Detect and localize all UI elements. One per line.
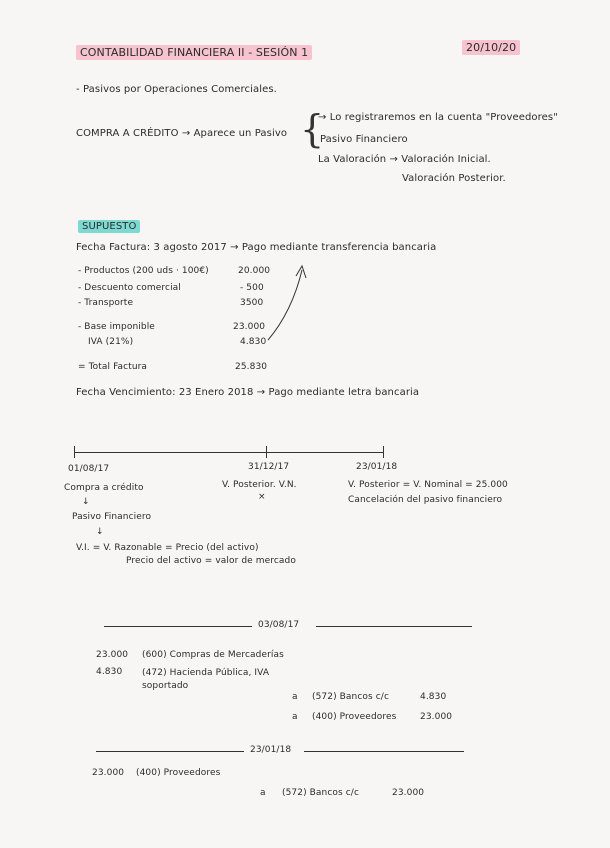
- debit-amount: 23.000: [96, 650, 129, 660]
- row-value: - 500: [240, 283, 264, 293]
- supuesto-label: SUPUESTO: [78, 220, 140, 233]
- brace-icon: {: [300, 107, 325, 151]
- row-value: 23.000: [233, 322, 266, 332]
- page-title: CONTABILIDAD FINANCIERA II - SESIÓN 1: [76, 45, 312, 60]
- timeline-note: Cancelación del pasivo financiero: [348, 495, 503, 505]
- credit-account: (572) Bancos c/c: [282, 788, 359, 798]
- row-label: - Descuento comercial: [78, 283, 181, 293]
- timeline-note: V. Posterior = V. Nominal = 25.000: [348, 480, 508, 490]
- credit-prefix: a: [292, 692, 298, 702]
- down-arrow-icon: ↓: [82, 497, 90, 507]
- credit-account: (572) Bancos c/c: [312, 692, 389, 702]
- cross-icon: ×: [258, 492, 266, 502]
- down-arrow-icon: ↓: [96, 527, 104, 537]
- row-label: IVA (21%): [88, 337, 134, 347]
- intro-item-4: Valoración Posterior.: [402, 173, 506, 184]
- debit-amount: 23.000: [92, 768, 125, 778]
- credit-amount: 4.830: [420, 692, 447, 702]
- entry-divider: [104, 626, 252, 627]
- timeline-date: 01/08/17: [68, 464, 110, 474]
- entry-date: 23/01/18: [250, 745, 292, 755]
- intro-left: COMPRA A CRÉDITO → Aparece un Pasivo: [76, 128, 288, 139]
- entry-divider: [316, 626, 472, 627]
- credit-prefix: a: [292, 712, 298, 722]
- debit-account: (400) Proveedores: [136, 768, 221, 778]
- timeline-tick: [383, 446, 384, 458]
- timeline-note: Precio del activo = valor de mercado: [126, 556, 296, 566]
- credit-amount: 23.000: [420, 712, 453, 722]
- timeline-date: 23/01/18: [356, 462, 398, 472]
- debit-amount: 4.830: [96, 667, 123, 677]
- row-value: 3500: [240, 298, 264, 308]
- timeline-note: V. Posterior. V.N.: [222, 480, 297, 490]
- fecha-factura: Fecha Factura: 3 agosto 2017 → Pago mediante transferencia bancaria: [76, 242, 437, 253]
- timeline-axis: [74, 452, 384, 453]
- credit-account: (400) Proveedores: [312, 712, 397, 722]
- credit-amount: 23.000: [392, 788, 425, 798]
- intro-item-2: Pasivo Financiero: [320, 134, 408, 145]
- timeline-date: 31/12/17: [248, 462, 290, 472]
- entry-date: 03/08/17: [258, 620, 300, 630]
- timeline-tick: [74, 446, 75, 458]
- debit-account: (472) Hacienda Pública, IVA soportado: [142, 668, 270, 691]
- row-label: - Productos (200 uds · 100€): [78, 266, 209, 276]
- total-value: 25.830: [235, 362, 268, 372]
- timeline-note: Compra a crédito: [64, 483, 144, 493]
- intro-bullet: - Pasivos por Operaciones Comerciales.: [76, 84, 277, 95]
- entry-divider: [304, 751, 464, 752]
- debit-account: (600) Compras de Mercaderías: [142, 650, 284, 660]
- fecha-vencimiento: Fecha Vencimiento: 23 Enero 2018 → Pago mediante letra bancaria: [76, 387, 420, 398]
- page-date: 20/10/20: [462, 40, 520, 55]
- entry-divider: [96, 751, 244, 752]
- intro-item-3: La Valoración → Valoración Inicial.: [318, 154, 491, 165]
- credit-prefix: a: [260, 788, 266, 798]
- row-value: 4.830: [240, 337, 267, 347]
- timeline-note: V.I. = V. Razonable = Precio (del activo): [76, 543, 259, 553]
- timeline-note: Pasivo Financiero: [72, 512, 152, 522]
- intro-item-1: → Lo registraremos en la cuenta "Proveedores": [318, 112, 558, 123]
- row-label: - Base imponible: [78, 322, 155, 332]
- row-label: - Transporte: [78, 298, 134, 308]
- row-value: 20.000: [238, 266, 271, 276]
- timeline-tick: [266, 446, 267, 458]
- total-label: = Total Factura: [78, 362, 148, 372]
